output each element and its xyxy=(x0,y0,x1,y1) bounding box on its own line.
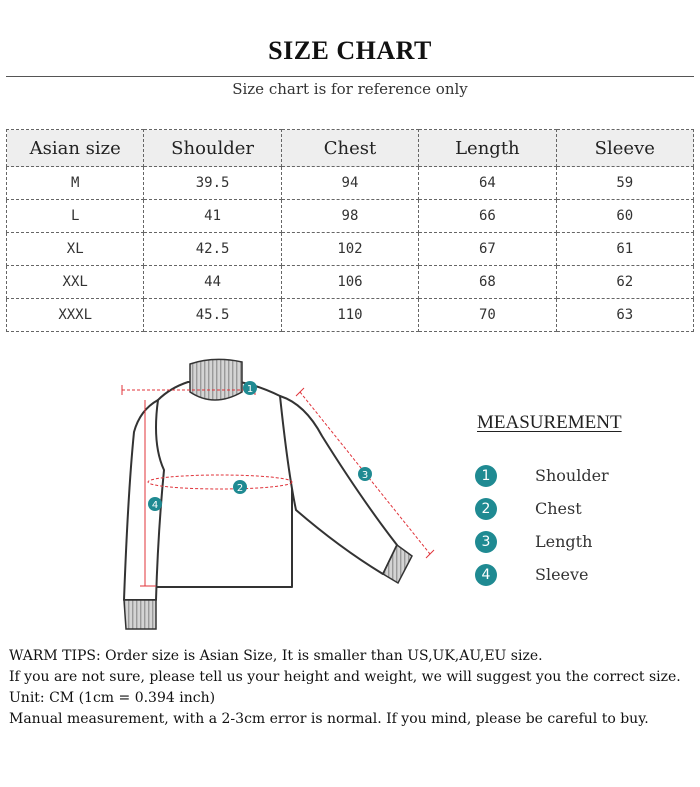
table-row xyxy=(7,233,694,266)
column-header: Length xyxy=(419,130,556,167)
table-cell: 66 xyxy=(419,200,556,233)
legend-label: Length xyxy=(535,532,593,551)
page-title: SIZE CHART xyxy=(268,36,432,65)
legend-number-badge: 1 xyxy=(475,465,497,487)
sweater-outline xyxy=(124,382,397,600)
table-cell: M xyxy=(7,167,144,200)
table-row xyxy=(7,200,694,233)
table-cell: 44 xyxy=(144,266,281,299)
table-cell: 64 xyxy=(419,167,556,200)
left-cuff xyxy=(124,600,156,629)
column-header: Chest xyxy=(281,130,418,167)
table-cell: 63 xyxy=(556,299,693,332)
table-cell: 60 xyxy=(556,200,693,233)
collar xyxy=(190,359,242,400)
table-cell: 70 xyxy=(419,299,556,332)
table-cell: 42.5 xyxy=(144,233,281,266)
legend-label: Sleeve xyxy=(535,565,589,584)
table-cell: 106 xyxy=(281,266,418,299)
table-cell: 102 xyxy=(281,233,418,266)
sweater-diagram xyxy=(100,352,445,637)
column-header: Sleeve xyxy=(556,130,693,167)
tip-line: If you are not sure, please tell us your height and weight, we will suggest you the correct size. xyxy=(9,669,681,685)
legend-number-badge: 4 xyxy=(475,564,497,586)
marker-chest-label: 2 xyxy=(236,483,244,494)
table-cell: 39.5 xyxy=(144,167,281,200)
legend-number-badge: 3 xyxy=(475,531,497,553)
column-header: Asian size xyxy=(7,130,144,167)
measurement-title: MEASUREMENT xyxy=(477,412,622,433)
table-cell: XXXL xyxy=(7,299,144,332)
table-cell: 68 xyxy=(419,266,556,299)
table-cell: 62 xyxy=(556,266,693,299)
warm-tips xyxy=(9,646,695,730)
table-cell: 45.5 xyxy=(144,299,281,332)
table-cell: 98 xyxy=(281,200,418,233)
table-row xyxy=(7,266,694,299)
table-header-row xyxy=(7,130,694,167)
marker-sleeve-label: 4 xyxy=(151,500,159,511)
legend-number-badge: 2 xyxy=(475,498,497,520)
tip-line: Manual measurement, with a 2-3cm error is normal. If you mind, please be careful to buy. xyxy=(9,711,649,727)
table-cell: XL xyxy=(7,233,144,266)
marker-shoulder-label: 1 xyxy=(246,384,254,395)
table-cell: 67 xyxy=(419,233,556,266)
tip-line: WARM TIPS: Order size is Asian Size, It is smaller than US,UK,AU,EU size. xyxy=(9,648,543,664)
table-cell: L xyxy=(7,200,144,233)
table-cell: 61 xyxy=(556,233,693,266)
title-divider xyxy=(6,76,694,77)
column-header: Shoulder xyxy=(144,130,281,167)
table-cell: 110 xyxy=(281,299,418,332)
marker-length-label: 3 xyxy=(361,470,369,481)
legend-label: Shoulder xyxy=(535,466,609,485)
page-subtitle: Size chart is for reference only xyxy=(232,80,468,98)
table-cell: 41 xyxy=(144,200,281,233)
table-cell: 59 xyxy=(556,167,693,200)
legend-label: Chest xyxy=(535,499,582,518)
table-row xyxy=(7,299,694,332)
table-row xyxy=(7,167,694,200)
tip-line: Unit: CM (1cm = 0.394 inch) xyxy=(9,690,216,706)
table-cell: 94 xyxy=(281,167,418,200)
table-cell: XXL xyxy=(7,266,144,299)
size-table xyxy=(6,129,694,332)
